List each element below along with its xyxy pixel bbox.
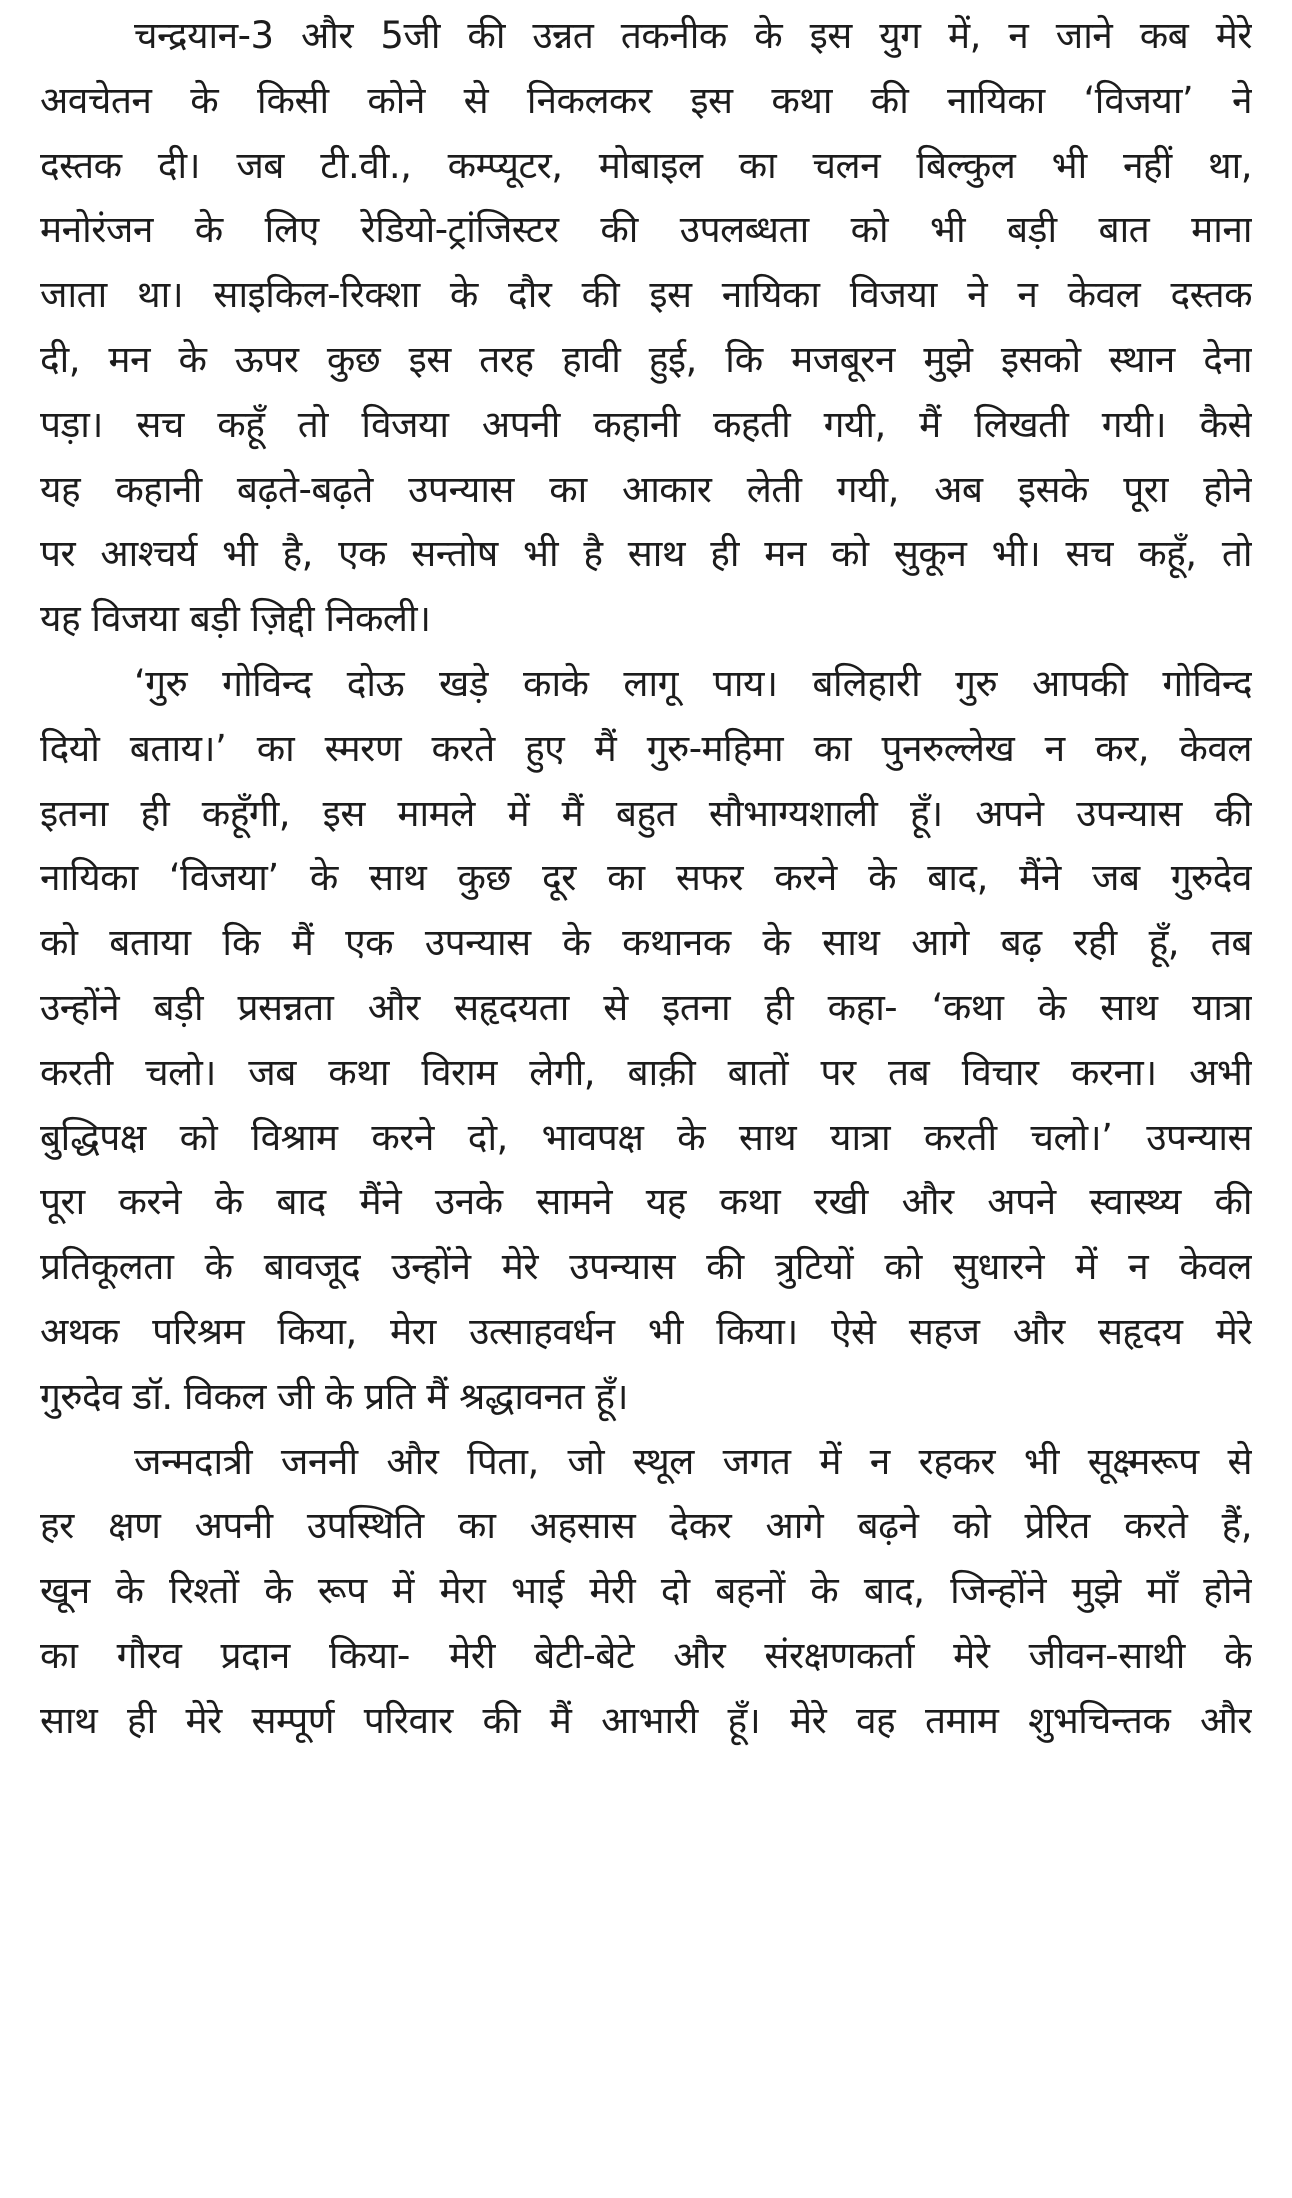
text-line: पूरा करने के बाद मैंने उनके सामने यह कथा रखी और अपने स्वास्थ्य की	[40, 1180, 1252, 1224]
text-line: साथ ही मेरे सम्पूर्ण परिवार की मैं आभारी हूँ। मेरे वह तमाम शुभचिन्तक और	[40, 1698, 1252, 1742]
text-line: अथक परिश्रम किया, मेरा उत्साहवर्धन भी किया। ऐसे सहज और सहृदय मेरे	[40, 1309, 1252, 1353]
text-line: इतना ही कहूँगी, इस मामले में मैं बहुत सौभाग्यशाली हूँ। अपने उपन्यास की	[40, 791, 1252, 835]
text-line: गुरुदेव डॉ. विकल जी के प्रति मैं श्रद्धावनत हूँ।	[40, 1374, 629, 1418]
text-line: ‘गुरु गोविन्द दोऊ खड़े काके लागू पाय। बलिहारी गुरु आपकी गोविन्द	[134, 661, 1252, 705]
text-line: उन्होंने बड़ी प्रसन्नता और सहृदयता से इतना ही कहा- ‘कथा के साथ यात्रा	[40, 985, 1252, 1029]
text-line: यह कहानी बढ़ते-बढ़ते उपन्यास का आकार लेती गयी, अब इसके पूरा होने	[40, 467, 1252, 511]
paragraph-2	[40, 652, 1252, 1430]
text-line: खून के रिश्तों के रूप में मेरा भाई मेरी दो बहनों के बाद, जिन्होंने मुझे माँ होने	[40, 1569, 1252, 1613]
text-line: पड़ा। सच कहूँ तो विजया अपनी कहानी कहती गयी, मैं लिखती गयी। कैसे	[40, 402, 1252, 446]
text-line: नायिका ‘विजया’ के साथ कुछ दूर का सफर करने के बाद, मैंने जब गुरुदेव	[40, 856, 1252, 900]
text-line: अवचेतन के किसी कोने से निकलकर इस कथा की नायिका ‘विजया’ ने	[40, 78, 1252, 122]
text-line: दियो बताय।’ का स्मरण करते हुए मैं गुरु-महिमा का पुनरुल्लेख न कर, केवल	[40, 726, 1252, 770]
text-line: हर क्षण अपनी उपस्थिति का अहसास देकर आगे बढ़ने को प्रेरित करते हैं,	[40, 1504, 1252, 1548]
paragraph-1	[40, 4, 1252, 652]
text-line: करती चलो। जब कथा विराम लेगी, बाक़ी बातों पर तब विचार करना। अभी	[40, 1050, 1252, 1094]
text-line: को बताया कि मैं एक उपन्यास के कथानक के साथ आगे बढ़ रही हूँ, तब	[40, 921, 1252, 965]
text-line: चन्द्रयान-3 और 5जी की उन्नत तकनीक के इस युग में, न जाने कब मेरे	[134, 14, 1252, 57]
text-line: जन्मदात्री जननी और पिता, जो स्थूल जगत में न रहकर भी सूक्ष्मरूप से	[134, 1439, 1252, 1483]
text-line: दस्तक दी। जब टी.वी., कम्प्यूटर, मोबाइल का चलन बिल्कुल भी नहीं था,	[40, 143, 1252, 187]
text-line: यह विजया बड़ी ज़िद्दी निकली।	[40, 597, 431, 641]
text-line: मनोरंजन के लिए रेडियो-ट्रांजिस्टर की उपलब्धता को भी बड़ी बात माना	[40, 208, 1252, 252]
text-line: का गौरव प्रदान किया- मेरी बेटी-बेटे और संरक्षणकर्ता मेरे जीवन-साथी के	[40, 1633, 1252, 1677]
text-line: जाता था। साइकिल-रिक्शा के दौर की इस नायिका विजया ने न केवल दस्तक	[40, 273, 1252, 317]
text-line: दी, मन के ऊपर कुछ इस तरह हावी हुई, कि मजबूरन मुझे इसको स्थान देना	[40, 337, 1252, 381]
paragraph-3	[40, 1430, 1252, 1754]
text-line: पर आश्चर्य भी है, एक सन्तोष भी है साथ ही मन को सुकून भी। सच कहूँ, तो	[40, 532, 1252, 576]
text-line: बुद्धिपक्ष को विश्राम करने दो, भावपक्ष के साथ यात्रा करती चलो।’ उपन्यास	[40, 1115, 1252, 1159]
document-page	[40, 4, 1252, 2194]
text-line: प्रतिकूलता के बावजूद उन्होंने मेरे उपन्यास की त्रुटियों को सुधारने में न केवल	[40, 1245, 1252, 1289]
